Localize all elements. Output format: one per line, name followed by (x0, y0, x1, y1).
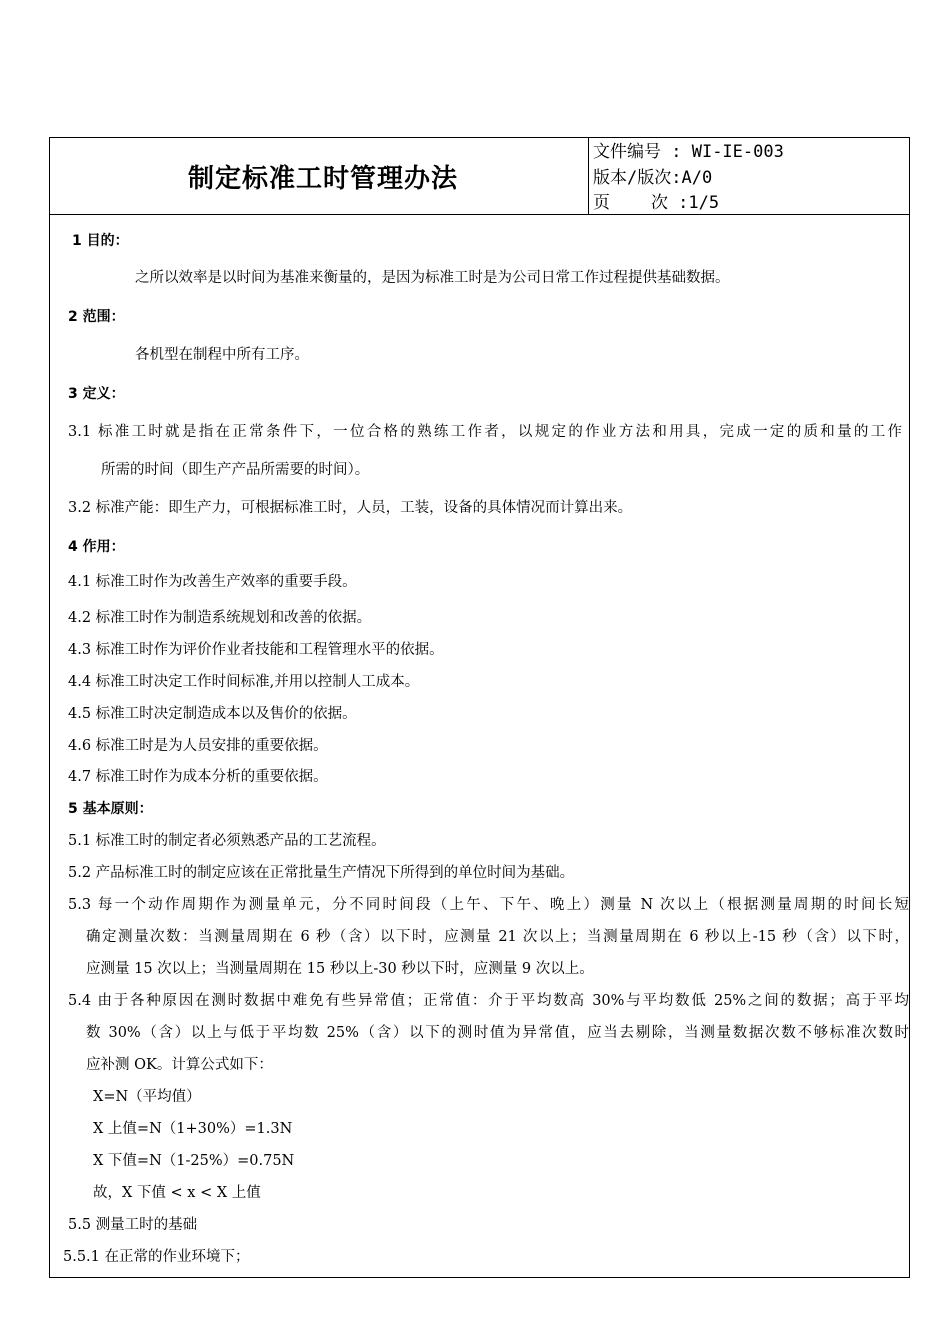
section-4-heading: 4 作用： (68, 539, 125, 555)
role-4-6: 4.6 标准工时是为人员安排的重要依据。 (68, 738, 328, 754)
role-4-1: 4.1 标准工时作为改善生产效率的重要手段。 (68, 574, 357, 590)
doc-number-label: 文件编号 : (593, 142, 692, 162)
principle-5-3-line-2: 确定测量次数：当测量周期在 6 秒（含）以下时，应测量 21 次以上；当测量周期在 6 秒以上-15 秒（含）以下时， (86, 929, 909, 945)
section-1-heading: 1 目的： (72, 233, 129, 249)
version-row (593, 166, 712, 190)
role-4-7: 4.7 标准工时作为成本分析的重要依据。 (68, 769, 328, 785)
doc-number-value: WI-IE-003 (691, 142, 784, 162)
definition-3-2: 3.2 标准产能：即生产力，可根据标准工时，人员，工装，设备的具体情况而计算出来。 (68, 500, 633, 516)
section-5-heading: 5 基本原则： (68, 801, 153, 817)
section-2-text: 各机型在制程中所有工序。 (135, 347, 309, 363)
title-cell (50, 138, 589, 214)
section-1-text: 之所以效率是以时间为基准来衡量的，是因为标准工时是为公司日常工作过程提供基础数据。 (135, 270, 730, 286)
principle-5-4-line-3: 应补测 OK。计算公式如下： (86, 1057, 273, 1073)
doc-number-row (593, 140, 784, 164)
page-value: 1/5 (688, 193, 720, 213)
section-2-heading: 2 范围： (68, 309, 125, 325)
principle-5-4-line-1: 5.4 由于各种原因在测时数据中难免有些异常值；正常值：介于平均数高 30%与平均数低 25%之间的数据；高于平均 (68, 993, 909, 1009)
principle-5-5: 5.5 测量工时的基础 (68, 1217, 198, 1233)
document-header (50, 138, 909, 215)
role-4-2: 4.2 标准工时作为制造系统规划和改善的依据。 (68, 610, 372, 626)
principle-5-3-line-1: 5.3 每一个动作周期作为测量单元，分不同时间段（上午、下午、晚上）测量 N 次以上（根据测量周期的时间长短 (68, 897, 909, 913)
formula-3: X 下值=N（1-25%）=0.75N (93, 1153, 295, 1169)
formula-1: X=N（平均值） (93, 1089, 201, 1105)
formula-2: X 上值=N（1+30%）=1.3N (93, 1121, 293, 1137)
role-4-5: 4.5 标准工时决定制造成本以及售价的依据。 (68, 706, 357, 722)
meta-cell (589, 138, 910, 214)
formula-4: 故，X 下值 < x < X 上值 (93, 1185, 261, 1201)
role-4-4: 4.4 标准工时决定工作时间标准,并用以控制人工成本。 (68, 674, 420, 690)
definition-3-1-line-1: 3.1 标准工时就是指在正常条件下，一位合格的熟练工作者，以规定的作业方法和用具，完成一定的质和量的工作 (68, 424, 902, 440)
definition-3-1-line-2: 所需的时间（即生产产品所需要的时间）。 (101, 462, 370, 478)
version-label: 版本/版次: (593, 168, 682, 188)
principle-5-3-line-3: 应测量 15 次以上；当测量周期在 15 秒以上-30 秒以下时，应测量 9 次以上。 (86, 961, 594, 977)
page-row (593, 191, 719, 215)
role-4-3: 4.3 标准工时作为评价作业者技能和工程管理水平的依据。 (68, 642, 444, 658)
document-title: 制定标准工时管理办法 (187, 163, 458, 194)
principle-5-1: 5.1 标准工时的制定者必须熟悉产品的工艺流程。 (68, 833, 386, 849)
version-value: A/0 (681, 168, 713, 188)
principle-5-4-line-2: 数 30%（含）以上与低于平均数 25%（含）以下的测时值为异常值，应当去剔除，当测量数据次数不够标准次数时 (86, 1025, 909, 1041)
principle-5-2: 5.2 产品标准工时的制定应该在正常批量生产情况下所得到的单位时间为基础。 (68, 865, 575, 881)
principle-5-5-1: 5.5.1 在正常的作业环境下； (63, 1249, 250, 1265)
page-label: 页 次 : (593, 193, 689, 213)
section-3-heading: 3 定义： (68, 386, 125, 402)
